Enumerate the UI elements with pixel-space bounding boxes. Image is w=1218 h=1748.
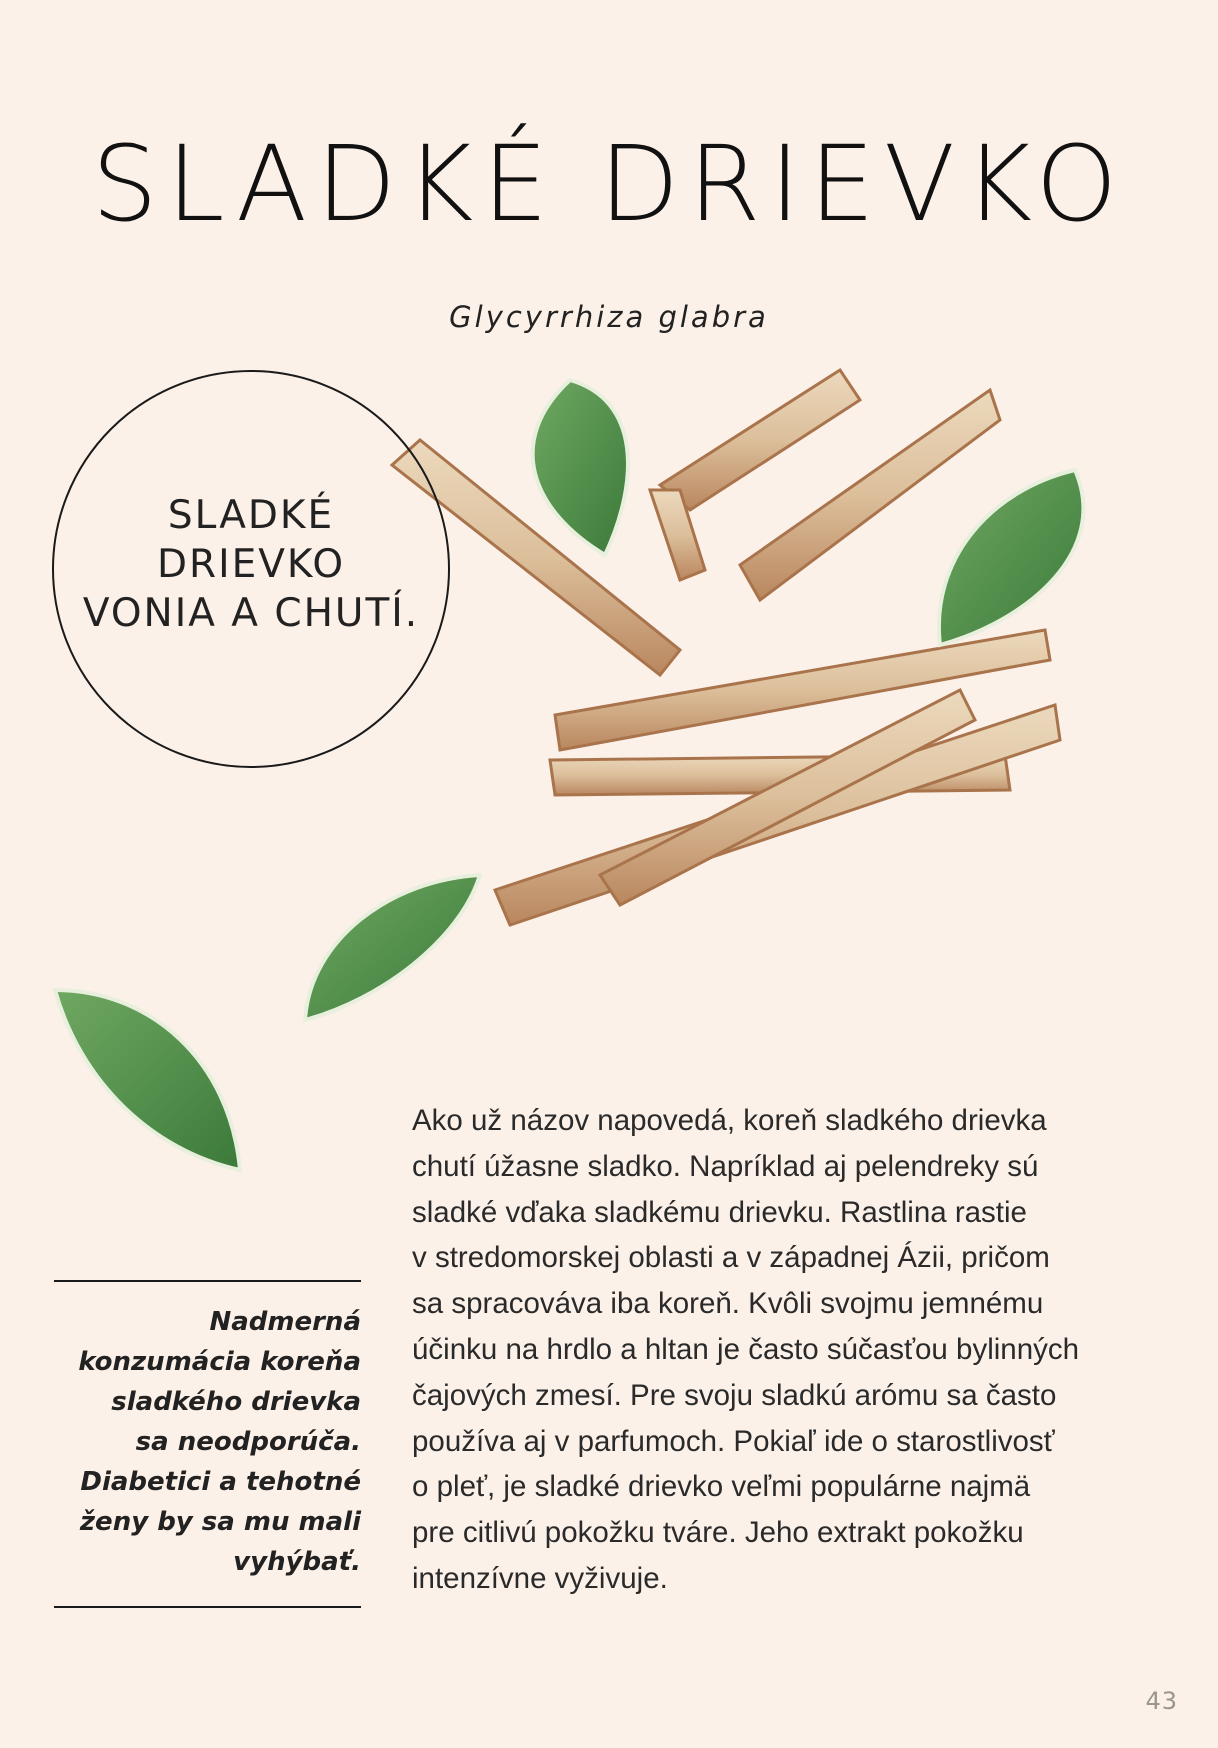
body-line: pre citlivú pokožku tváre. Jeho extrakt pokožku <box>412 1516 1024 1550</box>
warning-line: Diabetici a tehotné <box>80 1467 361 1497</box>
warning-line: vyhýbať. <box>233 1547 361 1577</box>
circle-line: DRIEVKO <box>156 541 346 587</box>
body-line: čajových zmesí. Pre svoju sladkú arómu sa často <box>412 1378 1057 1412</box>
body-line: účinku na hrdlo a hltan je často súčasťou bylinných <box>412 1332 1080 1366</box>
leaf-right <box>939 470 1083 645</box>
page-number: 43 <box>1145 1687 1178 1715</box>
warning-line: Nadmerná <box>209 1307 361 1337</box>
leaf-top <box>533 380 628 555</box>
warning-line: sladkého drievka <box>111 1387 361 1417</box>
page-title: SLADKÉ DRIEVKO <box>91 123 1127 245</box>
warning-line: konzumácia koreňa <box>78 1347 361 1377</box>
circle-text <box>83 491 419 638</box>
warning-line: sa neodporúča. <box>135 1427 361 1457</box>
body-line: sladké vďaka sladkému drievku. Rastlina rastie <box>412 1195 1027 1229</box>
body-line: v stredomorskej oblasti a v západnej Ázii, pričom <box>412 1241 1050 1275</box>
body-line: intenzívne vyživuje. <box>412 1561 668 1595</box>
body-line: sa spracováva iba koreň. Kvôli svojmu jemnému <box>412 1287 1044 1321</box>
body-line: Ako už názov napovedá, koreň sladkého drievka <box>412 1104 1047 1137</box>
circle-line: VONIA A CHUTÍ. <box>82 590 420 636</box>
body-line: chutí úžasne sladko. Napríklad aj pelendreky sú <box>412 1149 1039 1183</box>
leaf-bottom-left <box>55 990 240 1170</box>
warning-note <box>54 1280 361 1608</box>
highlight-circle <box>52 370 450 768</box>
body-paragraph <box>412 1098 1172 1602</box>
body-line: o pleť, je sladké drievko veľmi populárne najmä <box>412 1470 1031 1504</box>
circle-line: SLADKÉ <box>167 492 335 538</box>
warning-line: ženy by sa mu mali <box>79 1507 361 1537</box>
body-line: používa aj v parfumoch. Pokiaľ ide o starostlivosť <box>412 1424 1055 1458</box>
leaf-middle-left <box>305 875 480 1020</box>
latin-name: Glycyrrhiza glabra <box>449 300 769 334</box>
